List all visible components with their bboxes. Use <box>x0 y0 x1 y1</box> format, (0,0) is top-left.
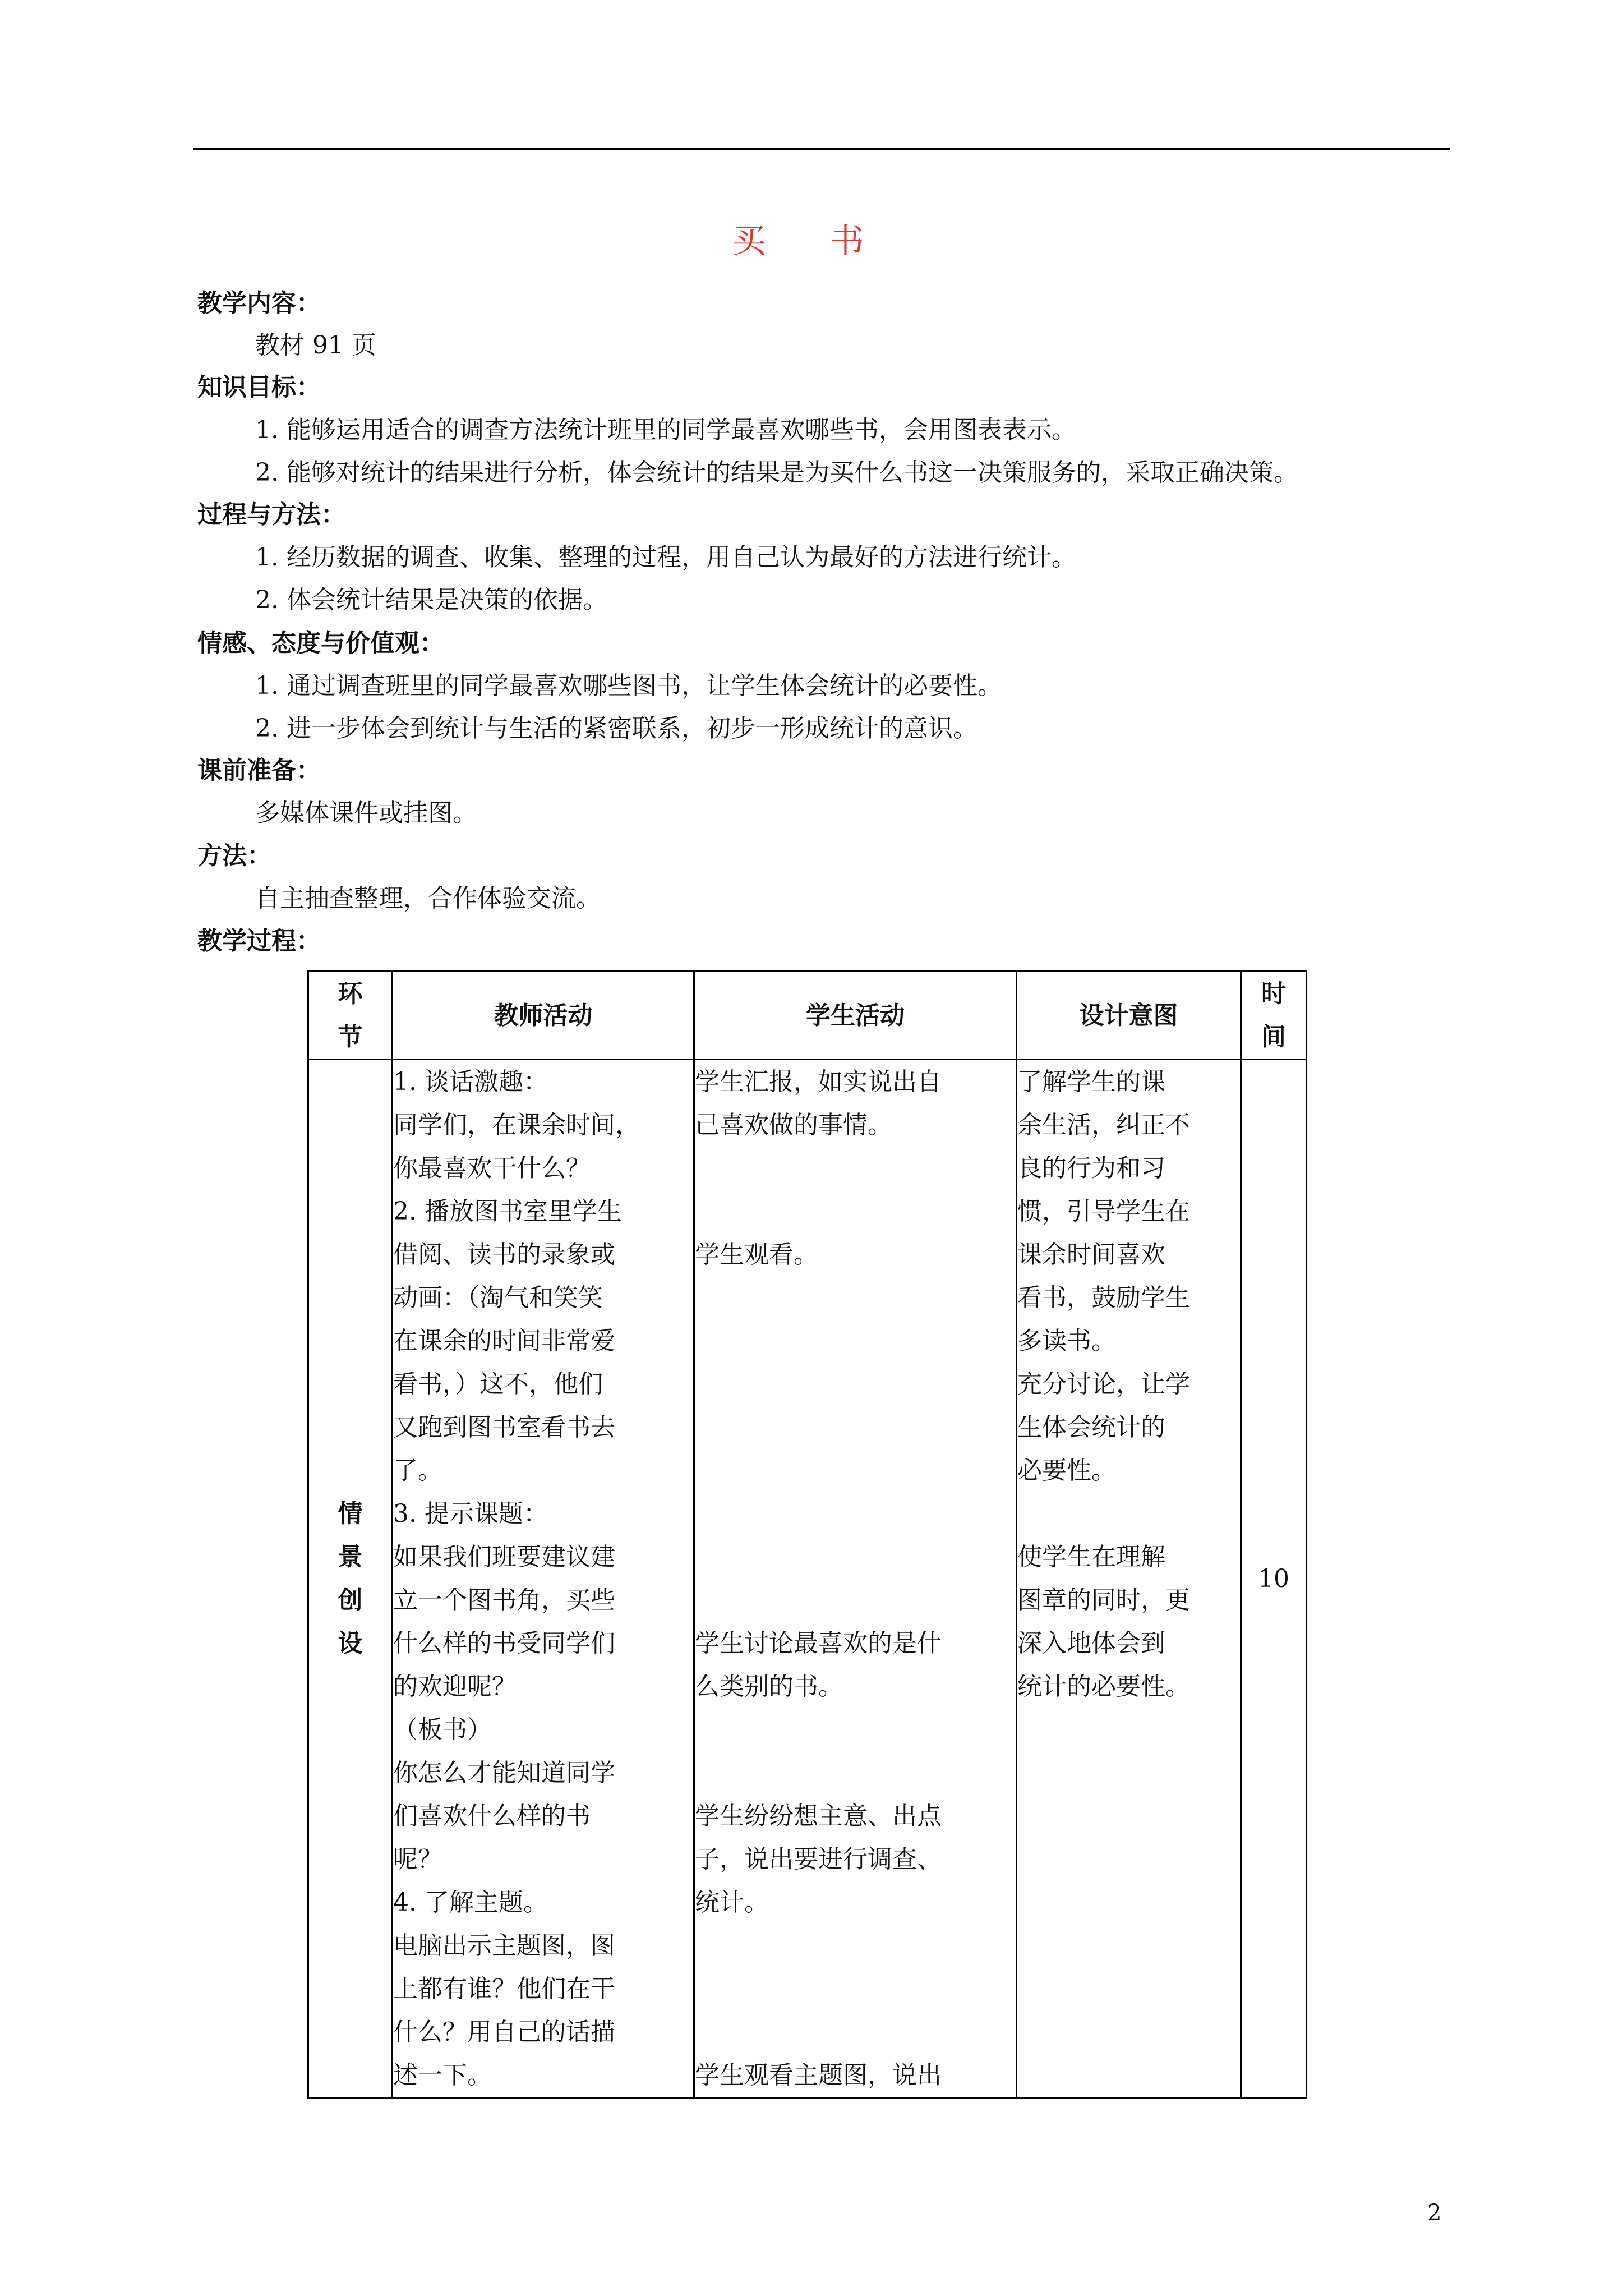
teacher-line: 又跑到图书室看书去 <box>393 1413 615 1442</box>
section-label-process: 过程与方法： <box>197 500 345 529</box>
page-number: 2 <box>1427 2200 1442 2226</box>
teacher-line: 什么？用自己的话描 <box>393 2018 615 2046</box>
table-header-row <box>308 972 1307 1060</box>
design-line: 深入地体会到 <box>1017 1629 1165 1658</box>
stage-char: 创 <box>338 1586 363 1614</box>
student-line: 己喜欢做的事情。 <box>695 1111 892 1139</box>
stage-cell <box>308 1060 393 2098</box>
design-line: 充分讨论，让学 <box>1017 1370 1190 1398</box>
teacher-line: 的欢迎呢？ <box>393 1672 517 1701</box>
teacher-line: 什么样的书受同学们 <box>393 1629 615 1658</box>
header-student-activity: 学生活动 <box>694 972 1017 1060</box>
student-line <box>695 1751 1016 1795</box>
design-line: 必要性。 <box>1017 1456 1116 1485</box>
stage-char: 设 <box>338 1629 363 1658</box>
teacher-line: 同学们，在课余时间， <box>393 1111 640 1139</box>
student-line <box>695 1449 1016 1492</box>
student-line: 学生纷纷想主意、出点 <box>695 1802 942 1830</box>
design-line: 惯，引导学生在 <box>1017 1197 1190 1226</box>
design-line: 统计的必要性。 <box>1017 1672 1190 1701</box>
header-time <box>1241 972 1307 1060</box>
student-line: 学生观看主题图，说出 <box>695 2061 942 2090</box>
header-stage <box>308 972 393 1060</box>
student-line: 么类别的书。 <box>695 1672 843 1701</box>
section-label-method: 方法： <box>197 841 271 870</box>
design-line: 良的行为和习 <box>1017 1154 1165 1182</box>
document-title: 买 书 <box>732 222 891 261</box>
teacher-activity-cell <box>393 1060 694 2098</box>
table-row <box>308 1060 1307 2098</box>
section-line: 多媒体课件或挂图。 <box>255 799 477 827</box>
section-label-values: 情感、态度与价值观： <box>197 629 444 657</box>
design-line: 课余时间喜欢 <box>1017 1240 1165 1269</box>
section-line: 1. 通过调查班里的同学最喜欢哪些图书，让学生体会统计的必要性。 <box>255 671 1002 700</box>
student-line <box>695 1319 1016 1363</box>
teacher-line: 2. 播放图书室里学生 <box>393 1197 622 1226</box>
design-line: 生体会统计的 <box>1017 1413 1165 1442</box>
design-line: 了解学生的课 <box>1017 1068 1165 1096</box>
design-line: 使学生在理解 <box>1017 1543 1165 1571</box>
header-teacher-activity: 教师活动 <box>393 972 694 1060</box>
student-line <box>695 1579 1016 1622</box>
teaching-process-table <box>307 970 1307 2099</box>
student-line <box>695 1363 1016 1406</box>
section-line: 1. 能够运用适合的调查方法统计班里的同学最喜欢哪些书，会用图表表示。 <box>255 416 1076 444</box>
teacher-line: 在课余的时间非常爱 <box>393 1327 615 1355</box>
student-line <box>695 1924 1016 1967</box>
design-line: 余生活，纠正不 <box>1017 1111 1190 1139</box>
header-stage-char: 环 <box>338 979 363 1008</box>
teacher-line: 1. 谈话激趣： <box>393 1068 548 1096</box>
student-line <box>695 1708 1016 1751</box>
design-intent-cell <box>1017 1060 1241 2098</box>
section-label-knowledge: 知识目标： <box>197 373 321 402</box>
section-line: 1. 经历数据的调查、收集、整理的过程，用自己认为最好的方法进行统计。 <box>255 543 1076 572</box>
header-time-char: 时 <box>1261 979 1286 1008</box>
header-design-intent: 设计意图 <box>1017 972 1241 1060</box>
section-label-content: 教学内容： <box>197 289 321 318</box>
teacher-line: 3. 提示课题： <box>393 1499 548 1528</box>
student-line <box>695 1967 1016 2010</box>
design-line <box>1017 1492 1240 1535</box>
header-stage-char: 节 <box>338 1023 363 1051</box>
section-line: 2. 体会统计结果是决策的依据。 <box>255 586 607 614</box>
teacher-line: 你怎么才能知道同学 <box>393 1759 615 1787</box>
teacher-line: 了。 <box>393 1456 442 1485</box>
section-line: 2. 进一步体会到统计与生活的紧密联系，初步一形成统计的意识。 <box>255 714 978 743</box>
teacher-line: 电脑出示主题图，图 <box>393 1931 615 1960</box>
teacher-line: （板书） <box>393 1715 492 1744</box>
stage-char: 情 <box>338 1499 363 1528</box>
header-rule <box>193 148 1450 150</box>
design-line: 图章的同时，更 <box>1017 1586 1190 1614</box>
section-line: 2. 能够对统计的结果进行分析，体会统计的结果是为买什么书这一决策服务的，采取正确决策。 <box>255 458 1298 487</box>
teacher-line: 上都有谁？他们在干 <box>393 1975 615 2003</box>
teacher-line: 动画：（淘气和笑笑 <box>393 1283 603 1312</box>
section-line: 自主抽查整理，合作体验交流。 <box>255 884 601 913</box>
teacher-line: 呢？ <box>393 1845 442 1874</box>
teacher-line: 4. 了解主题。 <box>393 1888 548 1917</box>
student-line: 统计。 <box>695 1888 769 1917</box>
design-line: 多读书。 <box>1017 1327 1116 1355</box>
teacher-line: 述一下。 <box>393 2061 492 2090</box>
teacher-line: 们喜欢什么样的书 <box>393 1802 591 1830</box>
student-line <box>695 1535 1016 1579</box>
teacher-line: 看书，）这不，他们 <box>393 1370 603 1398</box>
student-activity-cell <box>694 1060 1017 2098</box>
student-line <box>695 1190 1016 1233</box>
stage-char: 景 <box>338 1543 363 1571</box>
student-line <box>695 2010 1016 2054</box>
student-line: 子，说出要进行调查、 <box>695 1845 942 1874</box>
student-line: 学生汇报，如实说出自 <box>695 1068 942 1096</box>
teacher-line: 你最喜欢干什么？ <box>393 1154 591 1182</box>
student-line: 学生讨论最喜欢的是什 <box>695 1629 942 1658</box>
section-label-teaching-process: 教学过程： <box>197 927 321 955</box>
section-label-preparation: 课前准备： <box>197 756 321 785</box>
design-line: 看书，鼓励学生 <box>1017 1283 1190 1312</box>
teacher-line: 如果我们班要建议建 <box>393 1543 615 1571</box>
section-line: 教材 91 页 <box>255 331 376 360</box>
teacher-line: 借阅、读书的录象或 <box>393 1240 615 1269</box>
time-cell: 10 <box>1241 1060 1307 2098</box>
teacher-line: 立一个图书角，买些 <box>393 1586 615 1614</box>
header-time-char: 间 <box>1261 1023 1286 1051</box>
student-line <box>695 1492 1016 1535</box>
student-line <box>695 1276 1016 1319</box>
student-line <box>695 1147 1016 1190</box>
student-line <box>695 1406 1016 1449</box>
student-line: 学生观看。 <box>695 1240 818 1269</box>
